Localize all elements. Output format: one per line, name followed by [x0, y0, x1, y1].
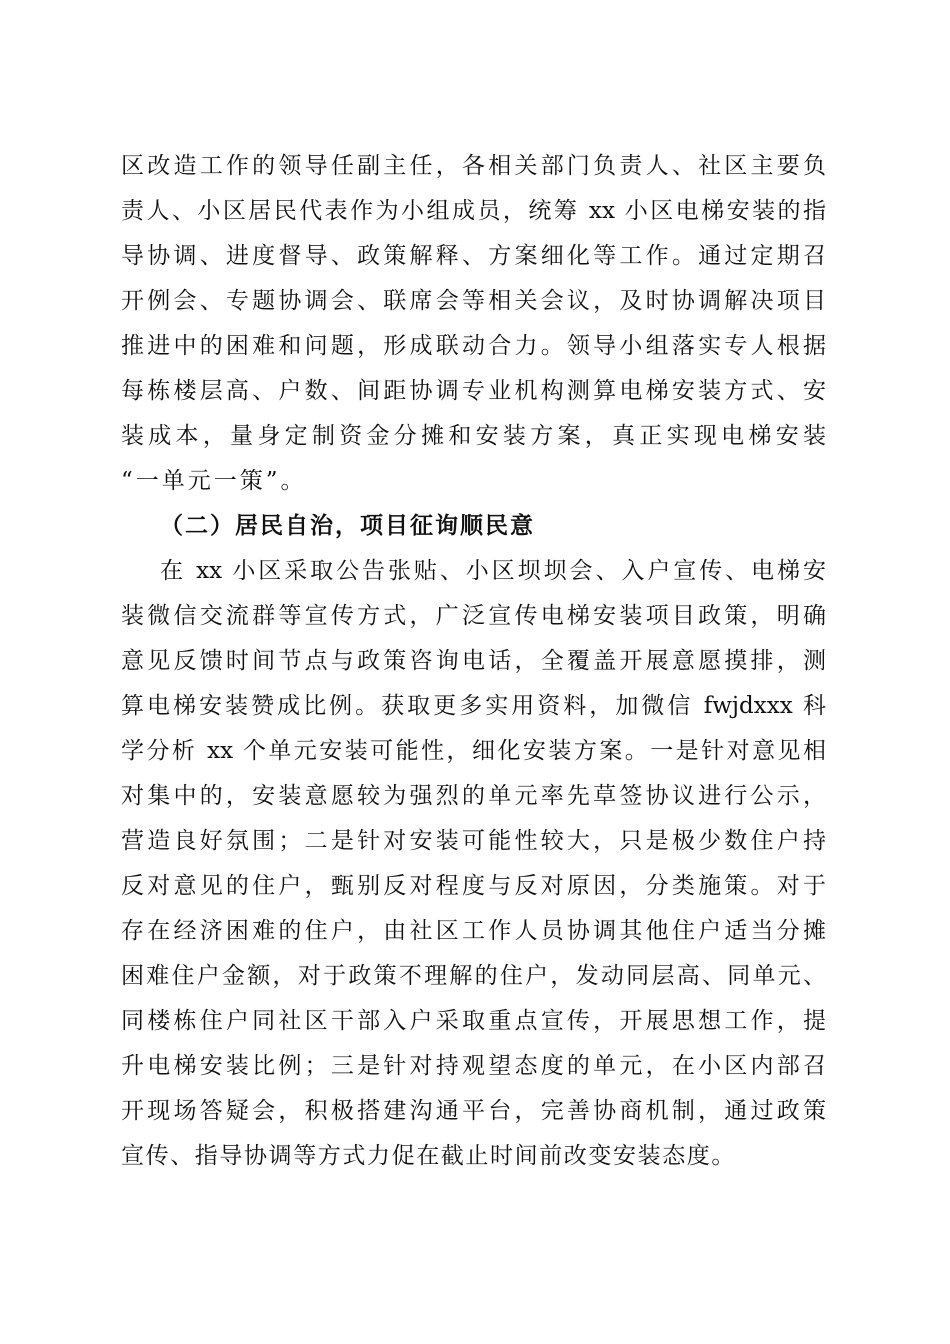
paragraph-last-line: “一单元一策”。: [121, 468, 307, 494]
paragraph-line: 算电梯安装赞成比例。获取更多实用资料，加微信 fwjdxxx 科: [121, 693, 826, 719]
paragraph-line: 每栋楼层高、户数、间距协调专业机构测算电梯安装方式、安: [121, 378, 826, 404]
paragraph-line: 开现场答疑会，积极搭建沟通平台，完善协商机制，通过政策: [121, 1098, 826, 1124]
paragraph-line: 升电梯安装比例；三是针对持观望态度的单元，在小区内部召: [121, 1053, 826, 1079]
paragraph-line: 困难住户金额，对于政策不理解的住户，发动同层高、同单元、: [121, 963, 826, 989]
paragraph-line: 意见反馈时间节点与政策咨询电话，全覆盖开展意愿摸排，测: [121, 648, 826, 674]
paragraph-line: 对集中的，安装意愿较为强烈的单元率先草签协议进行公示，: [121, 783, 826, 809]
paragraph-line: 装微信交流群等宣传方式，广泛宣传电梯安装项目政策，明确: [121, 603, 826, 629]
paragraph-last-line: 宣传、指导协调等方式力促在截止时间前改变安装态度。: [121, 1143, 736, 1169]
paragraph-line: 开例会、专题协调会、联席会等相关会议，及时协调解决项目: [121, 288, 826, 314]
paragraph-line: 区改造工作的领导任副主任，各相关部门负责人、社区主要负: [121, 153, 826, 179]
section-heading: （二）居民自治，项目征询顺民意: [160, 512, 535, 539]
paragraph-line: 学分析 xx 个单元安装可能性，细化安装方案。一是针对意见相: [121, 738, 826, 764]
paragraph-first-line: 在 xx 小区采取公告张贴、小区坝坝会、入户宣传、电梯安: [160, 558, 826, 584]
paragraph-line: 存在经济困难的住户，由社区工作人员协调其他住户适当分摊: [121, 918, 826, 944]
paragraph-line: 同楼栋住户同社区干部入户采取重点宣传，开展思想工作，提: [121, 1008, 826, 1034]
paragraph-line: 责人、小区居民代表作为小组成员，统筹 xx 小区电梯安装的指: [121, 198, 826, 224]
paragraph-line: 导协调、进度督导、政策解释、方案细化等工作。通过定期召: [121, 243, 826, 269]
paragraph-line: 推进中的困难和问题，形成联动合力。领导小组落实专人根据: [121, 333, 826, 359]
paragraph-line: 装成本，量身定制资金分摊和安装方案，真正实现电梯安装: [121, 423, 826, 449]
paragraph-line: 反对意见的住户，甄别反对程度与反对原因，分类施策。对于: [121, 873, 826, 899]
paragraph-line: 营造良好氛围；二是针对安装可能性较大，只是极少数住户持: [121, 828, 826, 854]
